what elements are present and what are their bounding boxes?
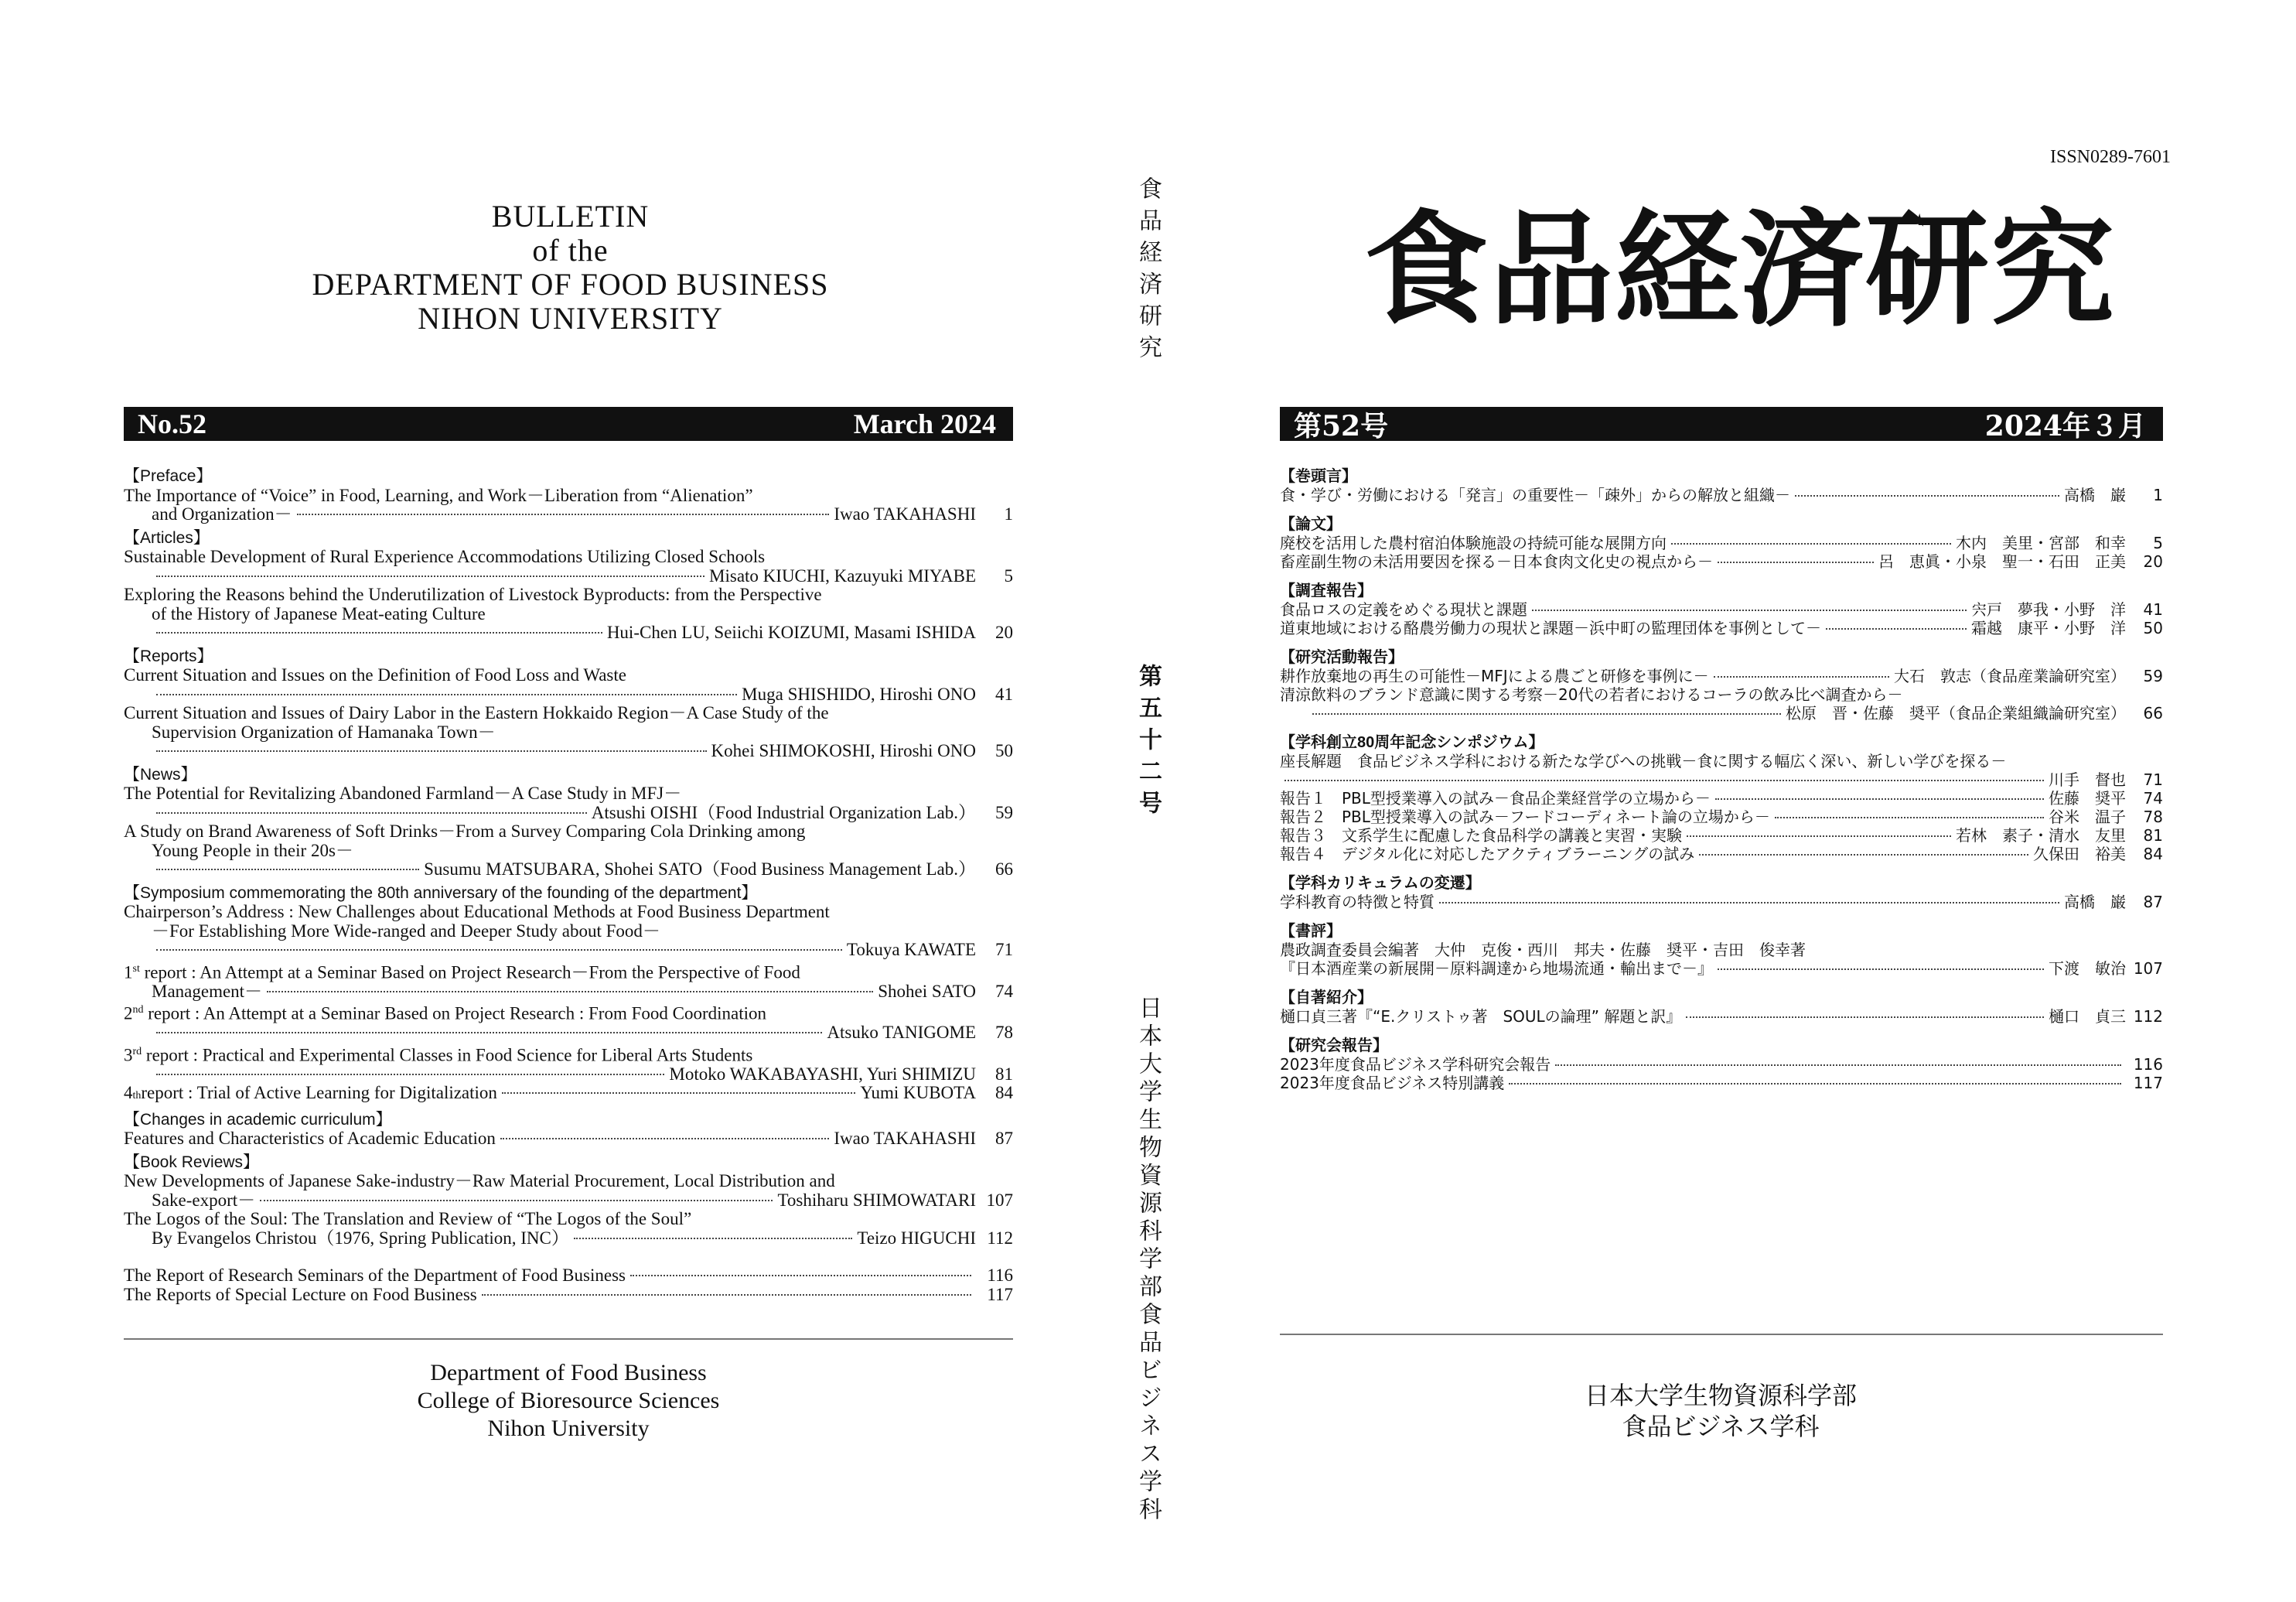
toc-entry-author: Tokuya KAWATE [846,940,976,959]
toc-entry [1280,704,2163,722]
toc-page-number: 116 [987,1266,1013,1286]
toc-entry-author: Misato KIUCHI, Kazuyuki MIYABE [709,565,976,586]
toc-entry-title: 学科教育の特徴と特質 [1280,893,1435,911]
toc-entry [1280,1074,2163,1092]
toc-title-text: report : Practical and Experimental Classes in Food Science for Liberal Arts Students [142,1045,753,1065]
toc-section-heading: 【巻頭言】 [1280,468,1357,485]
toc-entry-author: Teizo HIGUCHI [857,1228,976,1248]
toc-title-line: 座長解題 食品ビジネス学科における新たな学びへの挑戦－食に関する幅広く深い、新しい学びを探る－ [1280,752,2007,770]
toc-page-number: 50 [995,741,1013,760]
english-issue-date: March 2024 [853,408,996,439]
toc-entry-author: 宍戸 夢我・小野 洋 [1971,600,2126,619]
toc-title-text: report : An Attempt at a Seminar Based on Project Research－From the Perspective of Food [139,962,800,982]
toc-entry [1280,486,2163,504]
toc-entry [124,1084,1013,1106]
toc-entry-title: and Organization－ [152,504,292,524]
toc-entry [124,1023,1013,1043]
issn-number: ISSN0289-7601 [2049,147,2171,167]
toc-leader-dots [260,1200,773,1201]
toc-title-line: Exploring the Reasons behind the Underutilization of Livestock Byproducts: from the Perspective [124,585,822,604]
toc-entry-author: 高橋 巌 [2064,893,2126,911]
toc-ordinal-suffix: st [132,962,140,975]
toc-entry-author: 佐藤 奨平 [2049,789,2126,808]
toc-section-heading: 【News】 [124,765,197,784]
toc-entry-author: 呂 恵眞・小泉 聖一・石田 正美 [1878,552,2126,571]
toc-entry [124,860,1013,880]
toc-title-line: Young People in their 20s－ [152,840,353,860]
toc-section-heading: 【調査報告】 [1280,582,1373,599]
english-title-line: DEPARTMENT OF FOOD BUSINESS [312,267,829,302]
toc-title-line [124,1043,1013,1065]
toc-section-heading: 【Changes in academic curriculum】 [124,1110,392,1129]
toc-entry-author: 木内 美里・宮部 和幸 [1956,534,2126,552]
toc-entry [1280,534,2163,552]
toc-section-heading: 【書評】 [1280,923,1342,940]
toc-ordinal: 2 [124,1003,133,1023]
toc-leader-dots [156,1032,822,1033]
toc-ordinal: 1 [124,962,133,982]
toc-leader-dots [1718,968,2044,970]
toc-title-line: A Study on Brand Awareness of Soft Drinks－From a Survey Comparing Cola Drinking among [124,821,806,841]
english-issue-number: No.52 [138,408,206,439]
toc-page-number: 84 [995,1083,1013,1103]
toc-section-heading: 【研究活動報告】 [1280,649,1404,666]
japanese-issue-bar [1280,407,2163,441]
toc-entry-title: 報告３ 文系学生に配慮した食品科学の講義と実習・実験 [1280,826,1682,845]
toc-page-number: 81 [995,1064,1013,1084]
toc-leader-dots [156,812,587,814]
toc-title-line: －For Establishing More Wide-ranged and Deeper Study about Food－ [152,921,660,941]
toc-leader-dots [1284,780,2044,781]
toc-title-line: 農政調査委員会編著 大仲 克俊・西川 邦夫・佐藤 奨平・吉田 俊幸著 [1280,941,1806,959]
toc-entry-title: The Reports of Special Lecture on Food Business [124,1284,477,1304]
toc-entry-title: 耕作放棄地の再生の可能性－MFJによる農ごと研修を事例に－ [1280,667,1709,685]
toc-entry-title: 報告２ PBL型授業導入の試み－フードコーディネート論の立場から－ [1280,808,1770,826]
english-issue-bar [124,407,1013,441]
toc-section-heading: 【Book Reviews】 [124,1153,260,1171]
japanese-publisher [1315,1380,2127,1442]
toc-entry-author: 高橋 巌 [2064,486,2126,504]
english-publisher-line: College of Bioresource Sciences [417,1388,720,1413]
japanese-title: 食品経済研究 [1363,196,2116,342]
spine-title: 食品経済研究 [1134,176,1162,367]
toc-page-number: 107 [986,1190,1013,1210]
english-title-line: NIHON UNIVERSITY [418,301,723,336]
toc-entry-author: 樋口 貞三 [2049,1007,2126,1026]
toc-leader-dots [1699,854,2028,856]
english-title-line: of the [532,233,609,268]
japanese-table-of-contents [1280,467,2163,1092]
english-publisher-line: Nihon University [487,1416,650,1441]
toc-entry-author: Hui-Chen LU, Seiichi KOIZUMI, Masami ISHIDA [606,623,976,642]
toc-entry-author: Motoko WAKABAYASHI, Yuri SHIMIZU [669,1064,976,1084]
toc-leader-dots [1532,610,1967,611]
toc-page-number: 59 [2143,667,2163,685]
toc-leader-dots [500,1138,829,1139]
toc-entry-title: 樋口貞三著『“E.クリストゥ著 SOULの論理” 解題と訳』 [1280,1007,1682,1026]
toc-section-heading: 【学科創立80周年記念シンポジウム】 [1280,734,1544,751]
toc-leader-dots [1775,817,2044,818]
toc-title-line: Chairperson’s Address : New Challenges about Educational Methods at Food Business Department [124,902,830,921]
toc-section-heading: 【自著紹介】 [1280,989,1373,1006]
toc-entry-title: 食・学び・労働における「発言」の重要性－「疎外」からの解放と組織－ [1280,486,1790,504]
toc-ordinal-suffix: nd [132,1004,144,1016]
toc-page-number: 117 [987,1284,1013,1304]
toc-leader-dots [1718,562,1874,563]
toc-entry-author: Susumu MATSUBARA, Shohei SATO（Food Business Management Lab.） [424,859,976,879]
toc-leader-dots [156,694,737,695]
japanese-issue-number: 第52号 [1294,409,1389,442]
toc-page-number: 112 [987,1228,1013,1248]
japanese-publisher-line: 日本大学生物資源科学部 [1584,1381,1857,1410]
toc-entry [124,567,1013,586]
toc-entry-author: Yumi KUBOTA [860,1083,976,1103]
toc-page-number: 107 [2133,959,2163,978]
toc-section-heading: 【学科カリキュラムの変遷】 [1280,875,1481,892]
toc-entry-author: Atsuko TANIGOME [827,1023,976,1043]
toc-entry-author: Toshiharu SHIMOWATARI [777,1190,976,1210]
english-divider [124,1338,1013,1340]
toc-entry [124,804,1013,823]
toc-entry-title: 報告４ デジタル化に対応したアクティブラーニングの試み [1280,845,1695,863]
toc-title-text: report : An Attempt at a Seminar Based on Project Research : From Food Coordination [143,1003,767,1023]
toc-page-number: 20 [2143,552,2163,571]
toc-entry [1280,770,2163,789]
toc-section-heading: 【Articles】 [124,528,210,547]
toc-page-number: 117 [2133,1074,2163,1092]
toc-title-line: The Importance of “Voice” in Food, Learning, and Work－Liberation from “Alienation” [124,485,753,505]
toc-entry-title: 廃校を活用した農村宿泊体験施設の持続可能な展開方向 [1280,534,1667,552]
japanese-issue-date: 2024年３月 [1984,409,2146,442]
toc-entry-author: 霜越 康平・小野 洋 [1971,619,2126,637]
toc-entry-title: 食品ロスの定義をめぐる現状と課題 [1280,600,1527,619]
toc-page-number: 5 [1004,565,1013,586]
toc-entry [1280,789,2163,808]
spine-issue: 第五十二号 [1134,664,1162,822]
toc-page-number: 41 [995,684,1013,704]
english-title-block [124,200,1017,336]
toc-entry [1280,826,2163,845]
toc-title-line: Current Situation and Issues of Dairy Labor in the Eastern Hokkaido Region－A Case Study of the [124,703,829,722]
toc-page-number: 87 [2143,893,2163,911]
toc-entry-title: By Evangelos Christou（1976, Spring Publication, INC） [152,1228,569,1248]
toc-leader-dots [1555,1064,2121,1066]
toc-leader-dots [1509,1083,2121,1085]
toc-entry-author: Shohei SATO [878,981,976,1001]
toc-entry-title: 道東地域における酪農労働力の現状と課題－浜中町の監理団体を事例として－ [1280,619,1821,637]
toc-title-line: The Potential for Revitalizing Abandoned Farmland－A Case Study in MFJ－ [124,784,682,803]
toc-entry-title: 2023年度食品ビジネス学科研究会報告 [1280,1055,1551,1074]
toc-leader-dots [1671,543,1951,545]
toc-entry [124,623,1013,643]
toc-entry-author: Atsushi OISHI（Food Industrial Organization Lab.） [591,802,976,822]
toc-entry-title: 『日本酒産業の新展開－原料調達から地場流通・輸出まで－』 [1280,959,1713,978]
toc-leader-dots [156,750,707,752]
toc-entry-author: 久保田 裕美 [2033,845,2126,863]
toc-page-number: 87 [995,1129,1013,1149]
toc-leader-dots [156,949,842,951]
toc-section-heading: 【研究会報告】 [1280,1037,1388,1054]
spine-publisher: 日本大学生物資源科学部食品ビジネス学科 [1134,996,1162,1525]
toc-leader-dots [1826,628,1967,630]
japanese-divider [1280,1334,2163,1335]
toc-entry [1280,845,2163,863]
toc-title-line: New Developments of Japanese Sake-industry－Raw Material Procurement, Local Distribution and [124,1171,835,1191]
toc-title-line: 清涼飲料のブランド意識に関する考察－20代の若者におけるコーラの飲み比べ調査から－ [1280,685,1903,704]
toc-entry [1280,619,2163,637]
toc-entry [1280,1007,2163,1026]
toc-leader-dots [1714,676,1889,678]
toc-leader-dots [156,576,704,577]
toc-entry [124,982,1013,1002]
toc-page-number: 41 [2143,600,2163,619]
toc-entry [124,1065,1013,1085]
toc-title-line: Supervision Organization of Hamanaka Town－ [152,722,496,742]
toc-title-line: Sustainable Development of Rural Experience Accommodations Utilizing Closed Schools [124,547,766,566]
toc-entry-title: Management－ [152,981,263,1001]
toc-leader-dots [1795,495,2059,497]
toc-entry [1280,893,2163,911]
toc-section-heading: 【Reports】 [124,647,213,665]
toc-ordinal: 3 [124,1045,133,1065]
toc-title-line: The Logos of the Soul: The Translation and Review of “The Logos of the Soul” [124,1209,692,1229]
japanese-publisher-line: 食品ビジネス学科 [1622,1412,1820,1441]
toc-page-number: 66 [2143,704,2163,722]
toc-entry-author: 松原 晋・佐藤 奨平（食品企業組織論研究室） [1786,704,2126,722]
toc-leader-dots [267,991,873,992]
english-publisher [124,1359,1013,1443]
toc-ordinal-suffix: th [132,1090,142,1102]
toc-entry [1280,552,2163,571]
toc-entry [1280,1055,2163,1074]
toc-entry [124,1191,1013,1211]
toc-page-number: 71 [2143,770,2163,789]
toc-entry [124,742,1013,761]
toc-page-number: 84 [2143,845,2163,863]
toc-page-number: 74 [2143,789,2163,808]
toc-title-line: Current Situation and Issues on the Definition of Food Loss and Waste [124,665,626,685]
toc-leader-dots [1312,713,1781,715]
toc-leader-dots [156,869,419,870]
english-publisher-line: Department of Food Business [430,1360,707,1385]
toc-page-number: 74 [995,981,1013,1001]
toc-entry-author: 下渡 敏治 [2049,959,2126,978]
toc-entry [1280,600,2163,619]
toc-entry-author: Iwao TAKAHASHI [834,1129,976,1149]
toc-section-heading: 【Symposium commemorating the 80th anniversary of the founding of the department】 [124,883,758,902]
toc-entry-title: The Report of Research Seminars of the Department of Food Business [124,1266,626,1286]
toc-page-number: 78 [995,1023,1013,1043]
toc-page-number: 116 [2133,1055,2163,1074]
toc-entry [124,1129,1013,1149]
toc-spacer [124,1248,1013,1266]
toc-title-line [124,1001,1013,1023]
toc-leader-dots [574,1238,853,1239]
toc-entry [124,1266,1013,1286]
toc-entry [124,685,1013,705]
toc-entry [124,941,1013,960]
toc-leader-dots [502,1092,855,1094]
toc-entry-author: 大石 敦志（食品産業論研究室） [1894,667,2126,685]
toc-page-number: 112 [2133,1007,2163,1026]
toc-entry [124,1286,1013,1305]
toc-page-number: 59 [995,802,1013,822]
toc-entry [124,1229,1013,1248]
toc-entry-title: Features and Characteristics of Academic Education [124,1129,496,1149]
toc-entry [124,505,1013,524]
toc-leader-dots [297,514,830,515]
english-table-of-contents [124,467,1013,1304]
toc-entry [1280,667,2163,685]
toc-page-number: 81 [2143,826,2163,845]
toc-leader-dots [156,632,602,634]
toc-entry [1280,808,2163,826]
toc-entry [1280,959,2163,978]
toc-leader-dots [1686,1016,2044,1018]
toc-entry-author: Iwao TAKAHASHI [834,504,976,524]
toc-page-number: 5 [2153,534,2163,552]
toc-section-heading: 【Preface】 [124,467,213,485]
toc-leader-dots [1439,902,2059,903]
toc-title-line [124,960,1013,982]
toc-leader-dots [156,1074,664,1075]
toc-entry-title: Sake-export－ [152,1190,256,1210]
english-title-line: BULLETIN [491,199,650,234]
toc-entry-title: 畜産副生物の未活用要因を探る－日本食肉文化史の視点から－ [1280,552,1713,571]
toc-page-number: 1 [1004,504,1013,524]
toc-entry-author: Muga SHISHIDO, Hiroshi ONO [742,684,976,704]
toc-leader-dots [1687,835,1951,837]
toc-entry-author: Kohei SHIMOKOSHI, Hiroshi ONO [711,741,976,760]
toc-leader-dots [630,1275,971,1276]
toc-page-number: 78 [2143,808,2163,826]
toc-leader-dots [482,1294,971,1296]
toc-ordinal-suffix: rd [132,1045,142,1057]
toc-page-number: 71 [995,940,1013,959]
toc-entry-author: 谷米 温子 [2049,808,2126,826]
toc-ordinal: 4 [124,1083,133,1103]
toc-entry-author: 若林 素子・清水 友里 [1956,826,2126,845]
toc-entry-title: 2023年度食品ビジネス特別講義 [1280,1074,1505,1092]
toc-leader-dots [1715,798,2044,800]
toc-page-number: 1 [2153,486,2163,504]
toc-page-number: 66 [995,859,1013,879]
toc-section-heading: 【論文】 [1280,516,1342,533]
toc-page-number: 50 [2143,619,2163,637]
toc-page-number: 20 [995,623,1013,642]
toc-title-line: of the History of Japanese Meat-eating Culture [152,603,486,623]
toc-entry-author: 川手 督也 [2049,770,2126,789]
toc-entry-title: 報告１ PBL型授業導入の試み－食品企業経営学の立場から－ [1280,789,1711,808]
toc-entry-title: report : Trial of Active Learning for Digitalization [141,1083,497,1103]
